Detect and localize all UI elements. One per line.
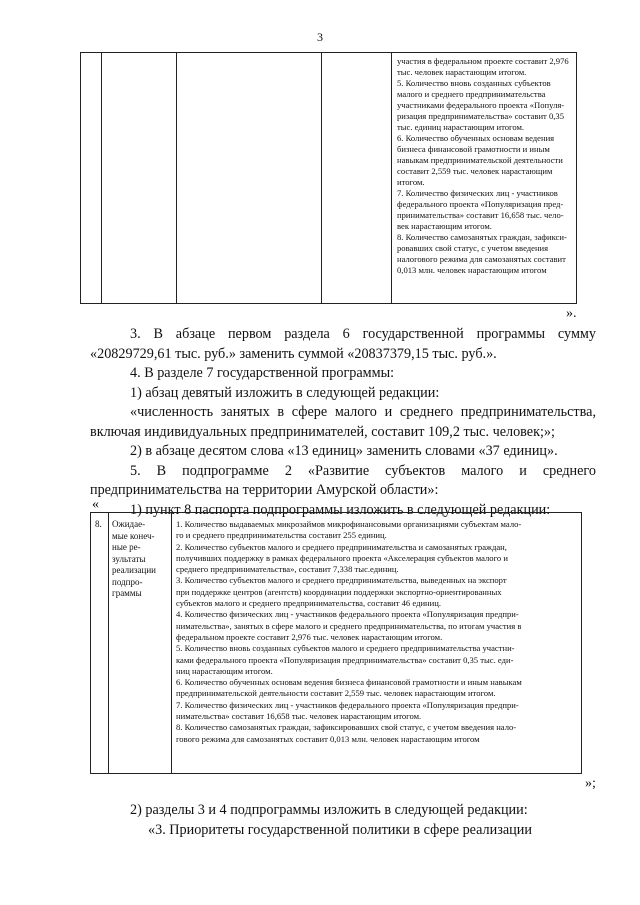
label-line: подпро- bbox=[112, 576, 143, 587]
paragraph-bottom-3: «3. Приоритеты государственной политики в сфере реализации bbox=[148, 822, 532, 838]
paragraph-bottom-2: 2) разделы 3 и 4 подпрограммы изложить в следующей редакции: bbox=[130, 802, 528, 818]
results-line: 7. Количество физических лиц - участников федерального проекта «Популяризация предпри- bbox=[176, 699, 519, 710]
results-line: тыс. единиц нарастающим итогом. bbox=[397, 122, 525, 132]
results-line: среднего предпринимательства», составит 7,338 тыс.единиц. bbox=[176, 564, 399, 575]
item-label bbox=[112, 519, 170, 600]
label-line: зультаты bbox=[112, 553, 146, 564]
results-line: участия в федеральном проекте составит 2,976 bbox=[397, 56, 569, 66]
bottom-text bbox=[90, 800, 596, 840]
expected-results bbox=[176, 519, 578, 745]
label-line: ные ре- bbox=[112, 542, 141, 552]
results-line: ниц нарастающим итогом. bbox=[176, 665, 273, 676]
results-line: ровавших свой статус, с учетом введения bbox=[397, 243, 549, 253]
results-line: итогом. bbox=[397, 177, 425, 187]
results-line: тыс. человек нарастающим итогом. bbox=[397, 67, 527, 77]
results-line: нимательства», занятых в сфере малого и среднего предпринимательства, по итогам участия в bbox=[176, 620, 522, 631]
results-line: составит 2,559 тыс. человек нарастающим bbox=[397, 166, 553, 176]
results-line: 1. Количество выдаваемых микрозаймов микрофинансовыми организациями субъектам мало- bbox=[176, 519, 522, 529]
results-line: 8. Количество самозанятых граждан, зафикси- bbox=[397, 232, 567, 242]
results-line: век нарастающим итогом. bbox=[397, 221, 492, 231]
results-line: участниками федерального проекта «Популя- bbox=[397, 100, 565, 110]
paragraph-3: 3. В абзаце первом раздела 6 государственной программы сумму «20829729,61 тыс. руб.» заменить суммой «20837379,15 тыс. руб.». bbox=[90, 326, 596, 362]
results-line: федеральном проекте составит 2,976 тыс. человек нарастающим итогом. bbox=[176, 631, 443, 642]
paragraph-4-2: 2) в абзаце десятом слова «13 единиц» заменить словами «37 единиц». bbox=[130, 443, 558, 459]
results-line: ками федерального проекта «Популяризация предпринимательства» составит 0,35 тыс. еди- bbox=[176, 654, 514, 665]
results-line: федерального проекта «Популяризация пред- bbox=[397, 199, 564, 209]
results-cell bbox=[397, 56, 575, 276]
table-divider bbox=[171, 513, 172, 773]
amendment-text bbox=[90, 325, 596, 520]
results-line: навыкам предпринимательской деятельности bbox=[397, 155, 563, 165]
table-divider bbox=[321, 53, 322, 303]
results-line: субъектов малого и среднего предпринимательства, составит 46 единиц. bbox=[176, 598, 441, 609]
table-divider bbox=[101, 53, 102, 303]
closing-quote-mark: ». bbox=[566, 306, 577, 321]
results-line: принимательства» составит 16,658 тыс. чело- bbox=[397, 210, 564, 220]
paragraph-5-1: 1) пункт 8 паспорта подпрограммы изложить в следующей редакции: bbox=[130, 501, 551, 518]
results-line: предпринимательской деятельности составит 2,559 тыс. человек нарастающим итогом. bbox=[176, 688, 496, 699]
paragraph-5: 5. В подпрограмме 2 «Развитие субъектов малого и среднего предпринимательства на территории Амурской области»: bbox=[90, 462, 596, 498]
results-line: малого и среднего предпринимательства bbox=[397, 89, 546, 99]
results-line: 0,013 млн. человек нарастающим итогом bbox=[397, 265, 547, 275]
paragraph-4: 4. В разделе 7 государственной программы: bbox=[130, 365, 395, 381]
table-divider bbox=[391, 53, 392, 303]
results-line: ризация предпринимательства» составит 0,35 bbox=[397, 111, 565, 121]
label-line: реализации bbox=[112, 565, 156, 575]
opening-quote-mark: « bbox=[92, 497, 99, 512]
item-number: 8. bbox=[95, 519, 102, 529]
closing-quote-mark: »; bbox=[585, 776, 596, 791]
results-line: 2. Количество субъектов малого и среднего предпринимательства и самозанятых граждан, bbox=[176, 541, 507, 552]
table-divider bbox=[176, 53, 177, 303]
results-line: 3. Количество субъектов малого и среднего предпринимательства, выведенных на экспорт bbox=[176, 575, 507, 586]
results-line: нимательства» составит 16,658 тыс. человек нарастающим итогом. bbox=[176, 711, 422, 722]
results-line: гового режима для самозанятых составит 0,013 млн. человек нарастающим итогом bbox=[176, 733, 480, 744]
results-line: 5. Количество вновь созданных субъектов малого и среднего предпринимательства участни- bbox=[176, 643, 515, 654]
paragraph-4-1: 1) абзац девятый изложить в следующей редакции: bbox=[130, 384, 440, 401]
table-divider bbox=[108, 513, 109, 773]
continuation-table bbox=[80, 52, 577, 304]
results-line: 6. Количество обученных основам ведения бизнеса финансовой грамотности и иным навыкам bbox=[176, 677, 522, 688]
results-line: 6. Количество обученных основам ведения bbox=[397, 133, 555, 143]
results-line: 7. Количество физических лиц - участников bbox=[397, 188, 558, 198]
results-line: при поддержке центров (агентств) координации поддержки экспортно-ориентированных bbox=[176, 586, 502, 597]
results-line: налогового режима для самозанятых составит bbox=[397, 254, 566, 264]
passport-table bbox=[90, 512, 582, 774]
results-line: 5. Количество вновь созданных субъектов bbox=[397, 78, 551, 88]
results-line: получивших поддержку в рамках федерального проекта «Акселерация субъектов малого и bbox=[176, 552, 508, 563]
paragraph-4-quote: «численность занятых в сфере малого и среднего предпринимательства, включая индивидуальных предпринимателей, составит 109,2 тыс. человек;»; bbox=[90, 404, 596, 440]
label-line: мые конеч- bbox=[112, 530, 155, 541]
results-line: бизнеса финансовой грамотности и иным bbox=[397, 144, 550, 154]
label-line: граммы bbox=[112, 588, 142, 598]
results-line: го и среднего предпринимательства составит 255 единиц. bbox=[176, 530, 387, 541]
page-number: 3 bbox=[317, 30, 323, 44]
label-line: Ожидае- bbox=[112, 519, 146, 529]
results-line: 4. Количество физических лиц - участников федерального проекта «Популяризация предпри- bbox=[176, 609, 519, 620]
results-line: 8. Количество самозанятых граждан, зафиксировавших свой статус, с учетом введения нало- bbox=[176, 722, 517, 733]
